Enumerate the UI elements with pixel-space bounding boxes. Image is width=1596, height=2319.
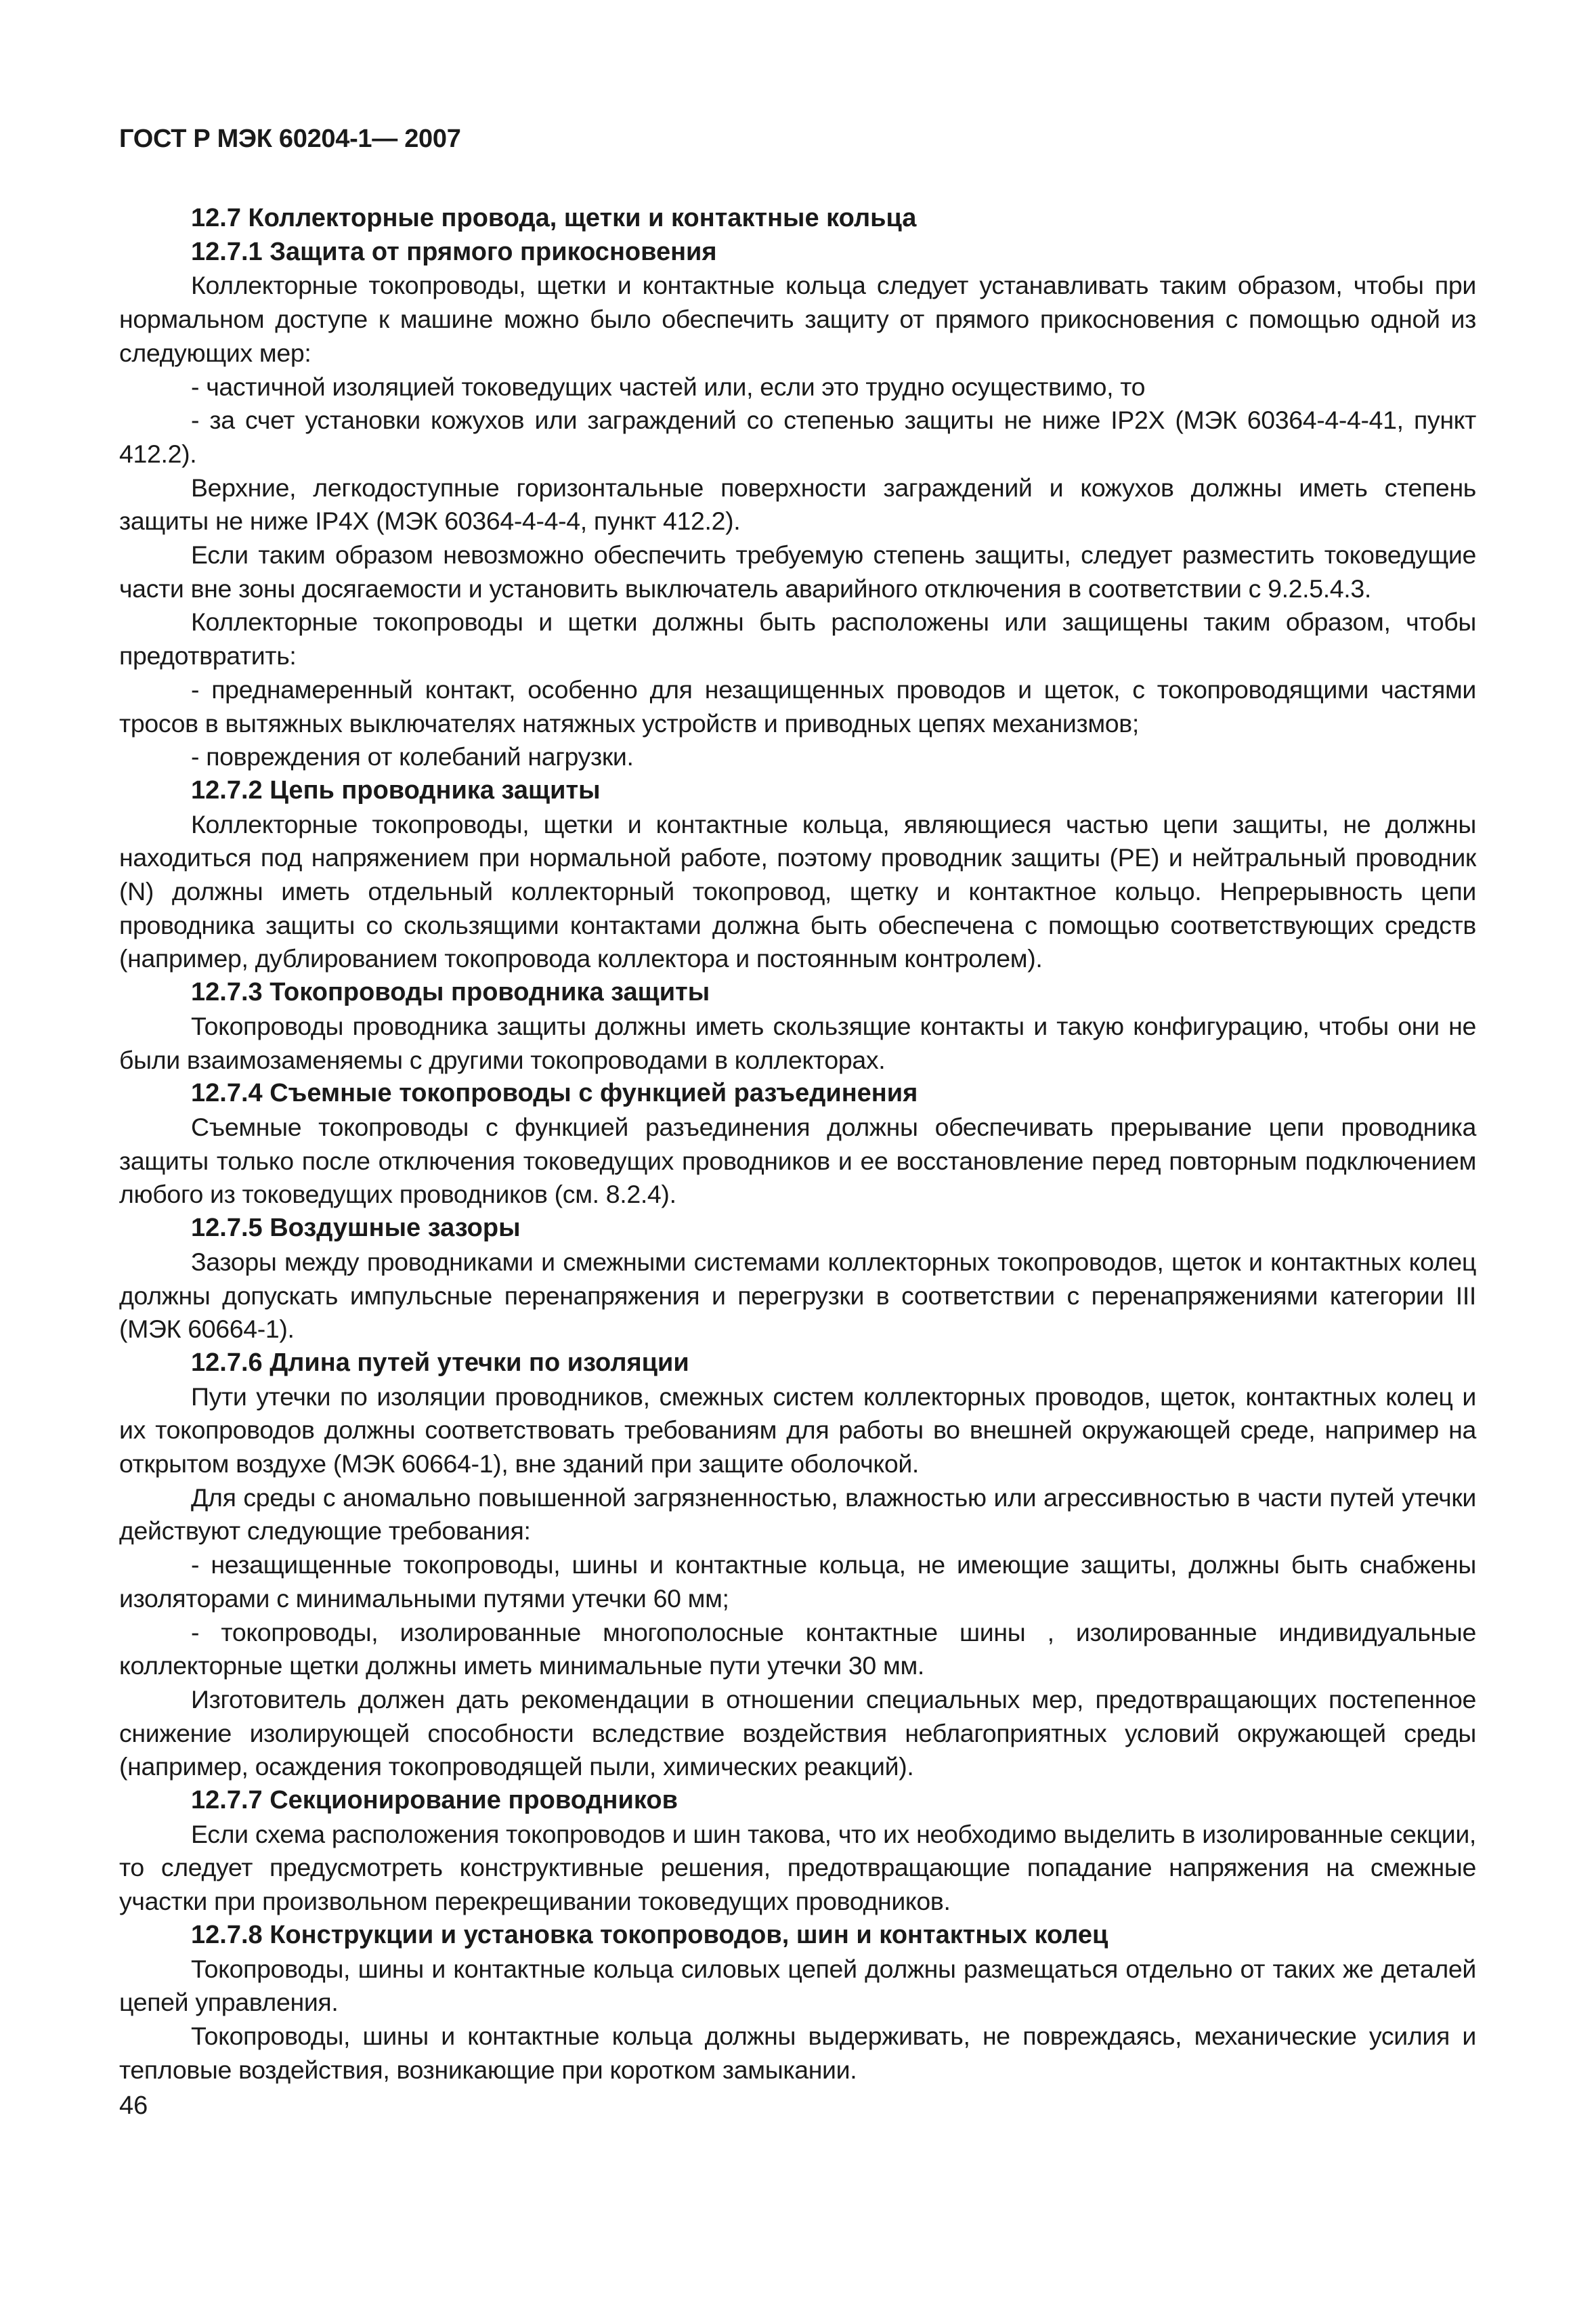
paragraph: Токопроводы, шины и контактные кольца должны выдерживать, не повреждаясь, механические усилия и тепловые воздействия, возникающие при коротком замыкании. <box>119 2021 1476 2084</box>
paragraph: Изготовитель должен дать рекомендации в отношении специальных мер, предотвращающих постепенное снижение изолирующей способности вследствие воздействия неблагоприятных условий окружающей среды (например, осаждения токопроводящей пыли, химических реакций). <box>119 1684 1476 1781</box>
paragraph: Коллекторные токопроводы и щетки должны быть расположены или защищены таким образом, чтобы предотвратить: <box>119 608 1476 671</box>
section-heading-12-7-3: 12.7.3 Токопроводы проводника защиты <box>191 978 710 1007</box>
section-heading-12-7-4: 12.7.4 Съемные токопроводы с функцией разъединения <box>191 1079 918 1108</box>
section-heading-12-7-6: 12.7.6 Длина путей утечки по изоляции <box>191 1348 689 1377</box>
paragraph: Если схема расположения токопроводов и шин такова, что их необходимо выделить в изолированные секции, то следует предусмотреть конструктивные решения, предотвращающие попадание напряжения на смежные участки при произвольном перекрещивании токоведущих проводников. <box>119 1819 1476 1916</box>
list-item: - повреждения от колебаний нагрузки. <box>191 742 634 771</box>
paragraph: Токопроводы проводника защиты должны иметь скользящие контакты и такую конфигурацию, чтобы они не были взаимозаменяемы с другими токопроводами в коллекторах. <box>119 1011 1476 1074</box>
section-heading-12-7-2: 12.7.2 Цепь проводника защиты <box>191 775 601 805</box>
section-heading-12-7-7: 12.7.7 Секционирование проводников <box>191 1786 678 1815</box>
paragraph: Если таким образом невозможно обеспечить требуемую степень защиты, следует разместить токоведущие части вне зоны досягаемости и установить выключатель аварийного отключения в соответствии с 9.2.5.4.3. <box>119 540 1476 603</box>
paragraph: Токопроводы, шины и контактные кольца силовых цепей должны размещаться отдельно от таких же деталей цепей управления. <box>119 1954 1476 2017</box>
list-item: - токопроводы, изолированные многополосные контактные шины , изолированные индивидуальные коллекторные щетки должны иметь минимальные пути утечки 30 мм. <box>119 1617 1476 1680</box>
paragraph: Верхние, легкодоступные горизонтальные поверхности заграждений и кожухов должны иметь степень защиты не ниже IP4X (МЭК 60364-4-4-4, пункт 412.2). <box>119 473 1476 536</box>
list-item: - незащищенные токопроводы, шины и контактные кольца, не имеющие защиты, должны быть снабжены изоляторами с минимальными путями утечки 60 мм; <box>119 1550 1476 1613</box>
section-heading-12-7-8: 12.7.8 Конструкции и установка токопроводов, шин и контактных колец <box>191 1920 1108 1949</box>
paragraph: Пути утечки по изоляции проводников, смежных систем коллекторных проводов, щеток, контактных колец и их токопроводов должны соответствовать требованиям для работы во внешней окружающей среде, например на открытом воздухе (МЭК 60664-1), вне зданий при защите оболочкой. <box>119 1382 1476 1478</box>
section-heading-12-7-5: 12.7.5 Воздушные зазоры <box>191 1214 521 1243</box>
list-item: - частичной изоляцией токоведущих частей или, если это трудно осуществимо, то <box>191 372 1146 401</box>
document-body <box>119 202 1476 2087</box>
paragraph: Коллекторные токопроводы, щетки и контактные кольца следует устанавливать таким образом, чтобы при нормальном доступе к машине можно было обеспечить защиту от прямого прикосновения с помощью одной из следующих мер: <box>119 271 1476 367</box>
page-number: 46 <box>119 2091 148 2120</box>
paragraph: Коллекторные токопроводы, щетки и контактные кольца, являющиеся частью цепи защиты, не должны находиться под напряжением при нормальной работе, поэтому проводник защиты (PE) и нейтральный проводник (N) должны иметь отдельный коллекторный токопровод, щетку и контактное кольцо. Непрерывность цепи проводника защиты со скользящими контактами должна быть обеспечена с помощью соответствующих средств (например, дублированием токопровода коллектора и постоянным контролем). <box>119 809 1476 973</box>
document-header: ГОСТ Р МЭК 60204-1— 2007 <box>119 125 461 153</box>
list-item: - за счет установки кожухов или заграждений со степенью защиты не ниже IP2X (МЭК 60364-4-4-41, пункт 412.2). <box>119 406 1476 468</box>
section-heading-12-7-1: 12.7.1 Защита от прямого прикосновения <box>191 237 717 266</box>
paragraph: Съемные токопроводы с функцией разъединения должны обеспечивать прерывание цепи проводника защиты только после отключения токоведущих проводников и ее восстановление перед повторным подключением любого из токоведущих проводников (см. 8.2.4). <box>119 1112 1476 1209</box>
section-heading-12-7: 12.7 Коллекторные провода, щетки и контактные кольца <box>191 204 917 232</box>
paragraph: Зазоры между проводниками и смежными системами коллекторных токопроводов, щеток и контактных колец должны допускать импульсные перенапряжения и перегрузки в соответствии с перенапряжениями категории III (МЭК 60664-1). <box>119 1247 1476 1344</box>
paragraph: Для среды с аномально повышенной загрязненностью, влажностью или агрессивностью в части путей утечки действуют следующие требования: <box>119 1483 1476 1546</box>
list-item: - преднамеренный контакт, особенно для незащищенных проводов и щеток, с токопроводящими частями тросов в вытяжных выключателях натяжных устройств и приводных цепях механизмов; <box>119 675 1476 738</box>
